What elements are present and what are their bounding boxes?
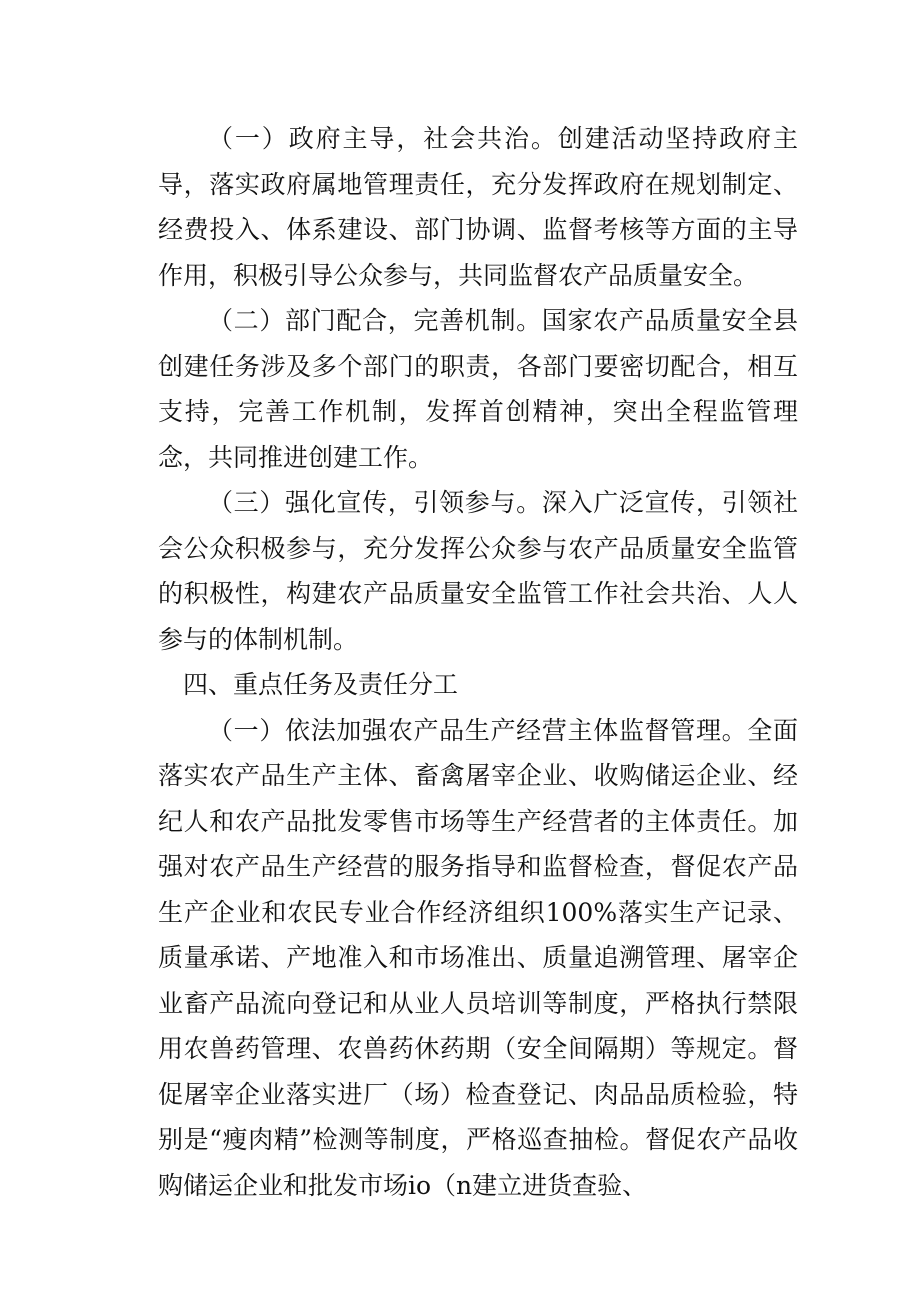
paragraph-publicity: （三）强化宣传，引领参与。深入广泛宣传，引领社会公众积极参与，充分发挥公众参与农产品质量安全监管的积极性，构建农产品质量安全监管工作社会共治、人人参与的体制机制。 (158, 488, 798, 654)
paragraph-government-leading: （一）政府主导，社会共治。创建活动坚持政府主导，落实政府属地管理责任，充分发挥政府在规划制定、经费投入、体系建设、部门协调、监督考核等方面的主导作用，积极引导公众参与，共同监督农产品质量安全。 (158, 124, 798, 290)
document-body (158, 116, 798, 1208)
paragraph-department-cooperation: （二）部门配合，完善机制。国家农产品质量安全县创建任务涉及多个部门的职责，各部门要密切配合，相互支持，完善工作机制，发挥首创精神，突出全程监管理念，共同推进创建工作。 (158, 306, 798, 472)
section-heading-key-tasks: 四、重点任务及责任分工 (183, 670, 459, 699)
paragraph-supervision: （一）依法加强农产品生产经营主体监督管理。全面落实农产品生产主体、畜禽屠宰企业、收购储运企业、经纪人和农产品批发零售市场等生产经营者的主体责任。加强对农产品生产经营的服务指导和监督检查，督促农产品生产企业和农民专业合作经济组织100%落实生产记录、质量承诺、产地准入和市场准出、质量追溯管理、屠宰企业畜产品流向登记和从业人员培训等制度，严格执行禁限用农兽药管理、农兽药休药期（安全间隔期）等规定。督促屠宰企业落实进厂（场）检查登记、肉品品质检验，特别是“瘦肉精”检测等制度，严格巡查抽检。督促农产品收购储运企业和批发市场io（n建立进货查验、 (158, 715, 798, 1200)
